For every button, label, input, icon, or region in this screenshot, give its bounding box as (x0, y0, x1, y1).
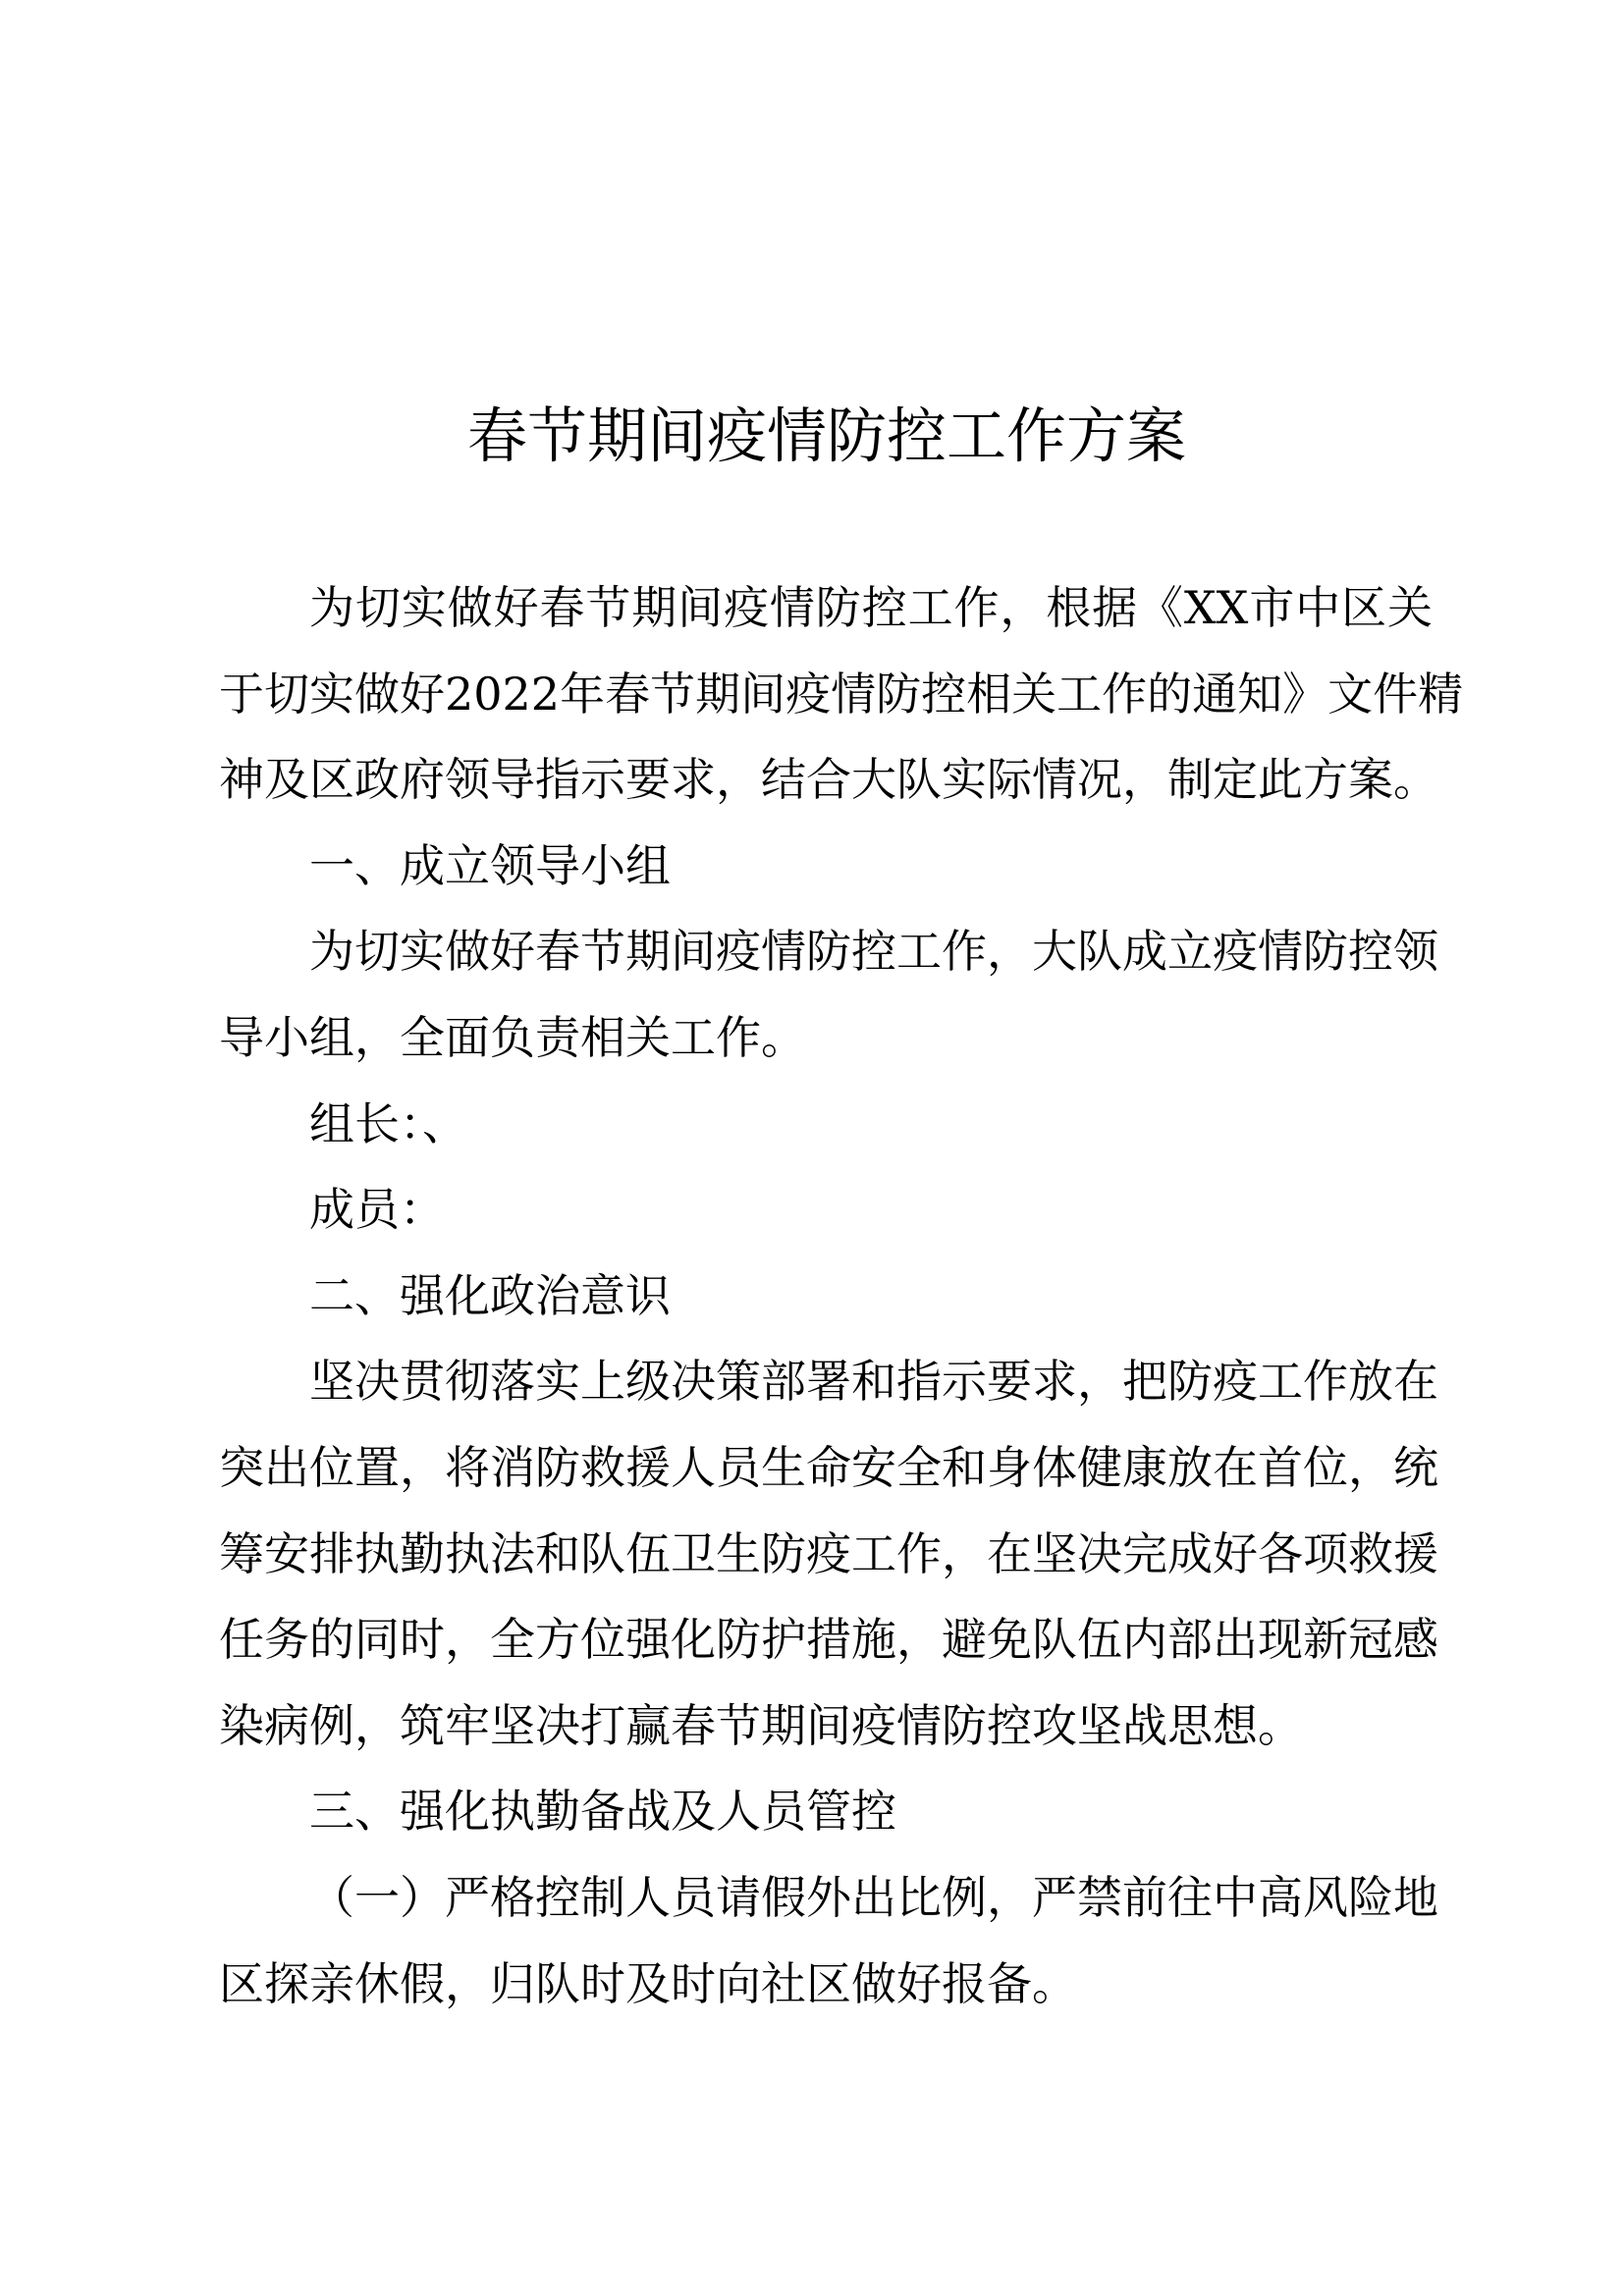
text-line: 成员： (309, 1183, 445, 1237)
text-line: 导小组，全面负责相关工作。 (219, 1010, 806, 1064)
text-line: （一）严格控制人员请假外出比例，严禁前往中高风险地 (309, 1870, 1438, 1924)
text-line: 为切实做好春节期间疫情防控工作，根据《XX市中区关 (309, 581, 1433, 634)
text-line: 突出位置，将消防救援人员生命安全和身体健康放在首位，统 (219, 1440, 1438, 1494)
text-line: 一、成立领导小组 (309, 838, 671, 892)
text-line: 于切实做好2022年春节期间疫情防控相关工作的通知》文件精 (219, 667, 1464, 721)
text-line: 为切实做好春节期间疫情防控工作，大队成立疫情防控领 (309, 925, 1438, 979)
text-line: 神及区政府领导指示要求，结合大队实际情况，制定此方案。 (219, 753, 1438, 807)
text-line: 区探亲休假，归队时及时向社区做好报备。 (219, 1956, 1077, 2010)
text-line: 坚决贯彻落实上级决策部署和指示要求，把防疫工作放在 (309, 1355, 1438, 1409)
text-line: 三、强化执勤备战及人员管控 (309, 1785, 896, 1839)
text-line: 二、强化政治意识 (309, 1268, 671, 1322)
text-line: 任务的同时，全方位强化防护措施，避免队伍内部出现新冠感 (219, 1613, 1438, 1667)
text-line: 组长：、 (309, 1096, 467, 1150)
document-body (219, 565, 1464, 2027)
text-line: 筹安排执勤执法和队伍卫生防疫工作，在坚决完成好各项救援 (219, 1526, 1438, 1580)
document-title: 春节期间疫情防控工作方案 (466, 401, 1186, 471)
text-line: 染病例，筑牢坚决打赢春节期间疫情防控攻坚战思想。 (219, 1698, 1303, 1752)
